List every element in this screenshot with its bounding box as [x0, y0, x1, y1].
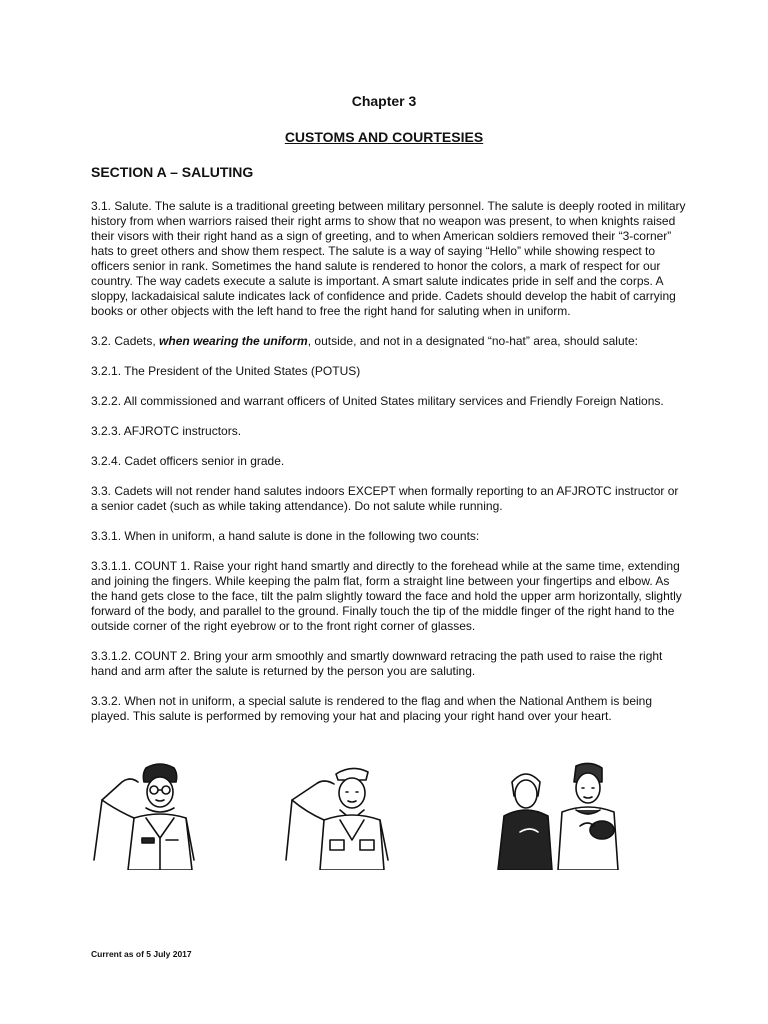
section-heading: SECTION A – SALUTING: [91, 164, 254, 180]
emphasis-uniform: when wearing the uniform: [159, 334, 308, 348]
paragraph-3-2-lead: 3.2. Cadets,: [91, 334, 160, 348]
paragraph-3-2: [91, 334, 687, 349]
female-cadet-salute-illustration: [88, 760, 218, 870]
paragraph-3-3-1: 3.3.1. When in uniform, a hand salute is done in the following two counts:: [91, 529, 480, 543]
chapter-heading: Chapter 3: [351, 93, 417, 109]
paragraph-3-2-1: 3.2.1. The President of the United States (POTUS): [91, 364, 361, 378]
paragraph-3-2-4: 3.2.4. Cadet officers senior in grade.: [91, 454, 285, 468]
footer-date: Current as of 5 July 2017: [91, 949, 192, 959]
civilians-hand-over-heart-illustration: [490, 760, 630, 870]
paragraph-3-3-2: 3.3.2. When not in uniform, a special salute is rendered to the flag and when the National Anthem is being played. This salute is performed by removing your hat and placing your right hand over your heart.: [91, 694, 653, 723]
paragraph-3-2-2: 3.2.2. All commissioned and warrant officers of United States military services and Friendly Foreign Nations.: [91, 394, 664, 408]
paragraph-3-1: 3.1. Salute. The salute is a traditional greeting between military personnel. The salute is deeply rooted in military history from when warriors raised their right arms to show that no weapon was present, to when knights raised their visors with their right hand as a sign of greeting, and to when American soldiers removed their “3-corner” hats to greet others and show them respect. The salute is a way of saying “Hello” while showing respect to officers senior in rank. Sometimes the hand salute is rendered to honor the colors, a mark of respect for our country. The way cadets execute a salute is important. A smart salute indicates pride in self and the corps. A sloppy, lackadaisical salute indicates lack of confidence and pride. Cadets should develop the habit of carrying books or other objects with the left hand to free the right hand for saluting when in uniform.: [91, 199, 686, 318]
body-text: [91, 199, 687, 739]
document-title: CUSTOMS AND COURTESIES: [284, 129, 484, 145]
paragraph-3-3-1-1: 3.3.1.1. COUNT 1. Raise your right hand smartly and directly to the forehead while at the same time, extending and joining the fingers. While keeping the palm flat, form a straight line between your fingertips and elbow. As the hand gets close to the face, tilt the palm slightly toward the face and hold the upper arm horizontally, slightly forward of the body, and parallel to the ground. Finally touch the tip of the middle finger of the right hand to the outside corner of the right eyebrow or to the front right corner of glasses.: [91, 559, 682, 633]
paragraph-3-2-tail: , outside, and not in a designated “no-hat” area, should salute:: [307, 334, 638, 348]
paragraph-3-3-1-2: 3.3.1.2. COUNT 2. Bring your arm smoothly and smartly downward retracing the path used to raise the right hand and arm after the salute is returned by the person you are saluting.: [91, 649, 663, 678]
salute-illustrations: [80, 760, 700, 870]
paragraph-3-3: 3.3. Cadets will not render hand salutes indoors EXCEPT when formally reporting to an AFJROTC instructor or a senior cadet (such as while taking attendance). Do not salute while running.: [91, 484, 679, 513]
male-cadet-salute-illustration: [280, 760, 410, 870]
paragraph-3-2-3: 3.2.3. AFJROTC instructors.: [91, 424, 242, 438]
